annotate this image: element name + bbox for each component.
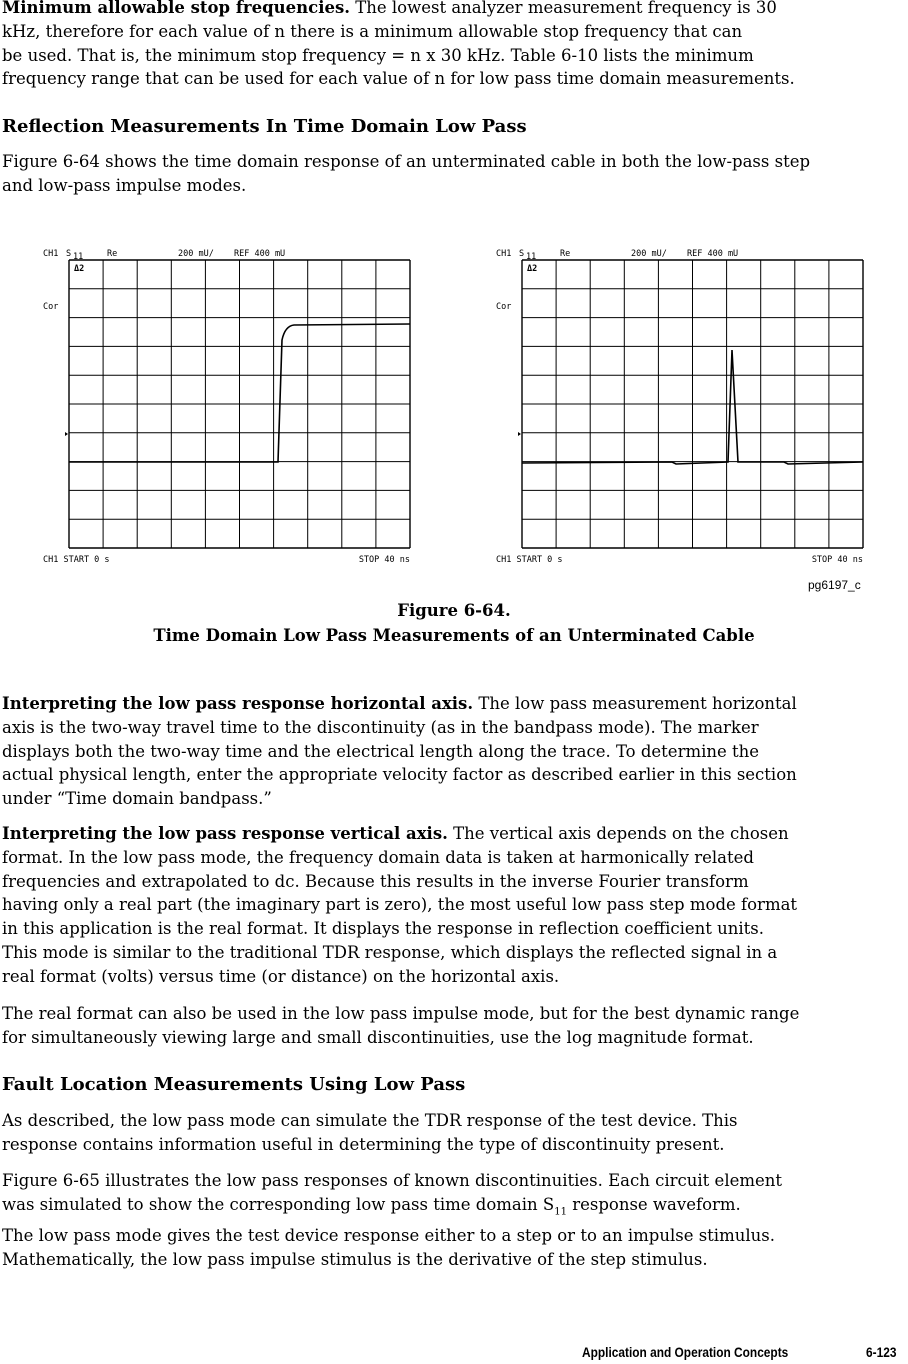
parameter-label: S: [66, 249, 72, 259]
figure-caption: Time Domain Low Pass Measurements of an Unterminated Cable: [153, 626, 755, 645]
marker-box: Δ2: [74, 264, 85, 274]
paragraph-figure-6-65: [2, 1169, 782, 1271]
correction-label: Cor: [496, 302, 512, 312]
text-line: As described, the low pass mode can simulate the TDR response of the test device. This: [2, 1111, 738, 1130]
parameter-subscript: 11: [526, 252, 537, 262]
subscript: 11: [554, 1206, 567, 1218]
scale-label: 200 mU/: [631, 249, 667, 259]
reference-arrow-icon: [518, 432, 521, 436]
format-label: Re: [107, 249, 118, 259]
text-line: format. In the low pass mode, the frequency domain data is taken at harmonically related: [2, 847, 754, 867]
channel-label: CH1: [496, 249, 512, 259]
parameter-subscript: 11: [73, 252, 84, 262]
text-line: The low pass measurement horizontal: [473, 694, 797, 713]
start-label: CH1 START 0 s: [43, 555, 110, 565]
text-line: in this application is the real format. It displays the response in reflection coefficient units.: [2, 919, 765, 939]
text-line: The lowest analyzer measurement frequency is 30: [350, 0, 777, 17]
correction-label: Cor: [43, 302, 59, 312]
text-line: This mode is similar to the traditional TDR response, which displays the reflected signal in a: [2, 942, 778, 962]
paragraph-figure-intro: [2, 150, 810, 198]
text-line: response contains information useful in determining the type of discontinuity present.: [2, 1134, 725, 1154]
text-line: having only a real part (the imaginary part is zero), the most useful low pass step mode format: [2, 895, 798, 915]
marker-box: Δ2: [527, 264, 538, 274]
text-line: kHz, therefore for each value of n there is a minimum allowable stop frequency that can: [2, 21, 743, 41]
paragraph-vertical-axis: [2, 822, 797, 989]
paragraph-real-format: [2, 1002, 799, 1050]
text-line: response waveform.: [566, 1194, 741, 1214]
run-in-heading: Minimum allowable stop frequencies.: [2, 0, 350, 17]
text-line: The vertical axis depends on the chosen: [447, 824, 789, 843]
figure-charts: [0, 230, 908, 570]
scale-label: 200 mU/: [178, 249, 214, 259]
stop-label: STOP 40 ns: [358, 555, 410, 565]
footer-section-title: Application and Operation Concepts: [582, 1344, 789, 1360]
chart-impulse: [496, 249, 863, 565]
reference-label: REF 400 mU: [687, 249, 739, 259]
text-line: and low-pass impulse modes.: [2, 175, 247, 195]
text-line: under “Time domain bandpass.”: [2, 789, 272, 809]
section-heading: Fault Location Measurements Using Low Pass: [2, 1074, 466, 1095]
start-label: CH1 START 0 s: [496, 555, 563, 565]
text-line: real format (volts) versus time (or distance) on the horizontal axis.: [2, 966, 560, 986]
figure-id: pg6197_c: [808, 578, 861, 592]
chart-step: [43, 249, 410, 565]
text-line: Figure 6-65 illustrates the low pass responses of known discontinuities. Each circuit element: [2, 1171, 783, 1190]
format-label: Re: [560, 249, 571, 259]
stop-label: STOP 40 ns: [811, 555, 863, 565]
section-heading: Reflection Measurements In Time Domain Low Pass: [2, 116, 527, 137]
channel-label: CH1: [43, 249, 59, 259]
text-line: actual physical length, enter the appropriate velocity factor as described earlier in this section: [2, 765, 797, 785]
paragraph-fault-location: [2, 1109, 737, 1157]
parameter-label: S: [519, 249, 525, 259]
footer-page-number: 6-123: [866, 1344, 897, 1360]
figure-number: Figure 6-64.: [397, 601, 511, 620]
text-line: for simultaneously viewing large and small discontinuities, use the log magnitude format.: [2, 1027, 754, 1047]
text-line: axis is the two-way travel time to the discontinuity (as in the bandpass mode). The marker: [2, 717, 759, 737]
text-line: frequencies and extrapolated to dc. Because this results in the inverse Fourier transform: [2, 871, 749, 891]
text-line: The low pass mode gives the test device response either to a step or to an impulse stimulus.: [2, 1225, 775, 1245]
text-line: Figure 6-64 shows the time domain response of an unterminated cable in both the low-pass step: [2, 152, 811, 171]
text-line: was simulated to show the corresponding low pass time domain S: [2, 1194, 555, 1214]
reference-arrow-icon: [65, 432, 68, 436]
text-line: displays both the two-way time and the electrical length along the trace. To determine the: [2, 741, 760, 761]
run-in-heading: Interpreting the low pass response horizontal axis.: [2, 694, 474, 713]
text-line: frequency range that can be used for each value of n for low pass time domain measurements.: [2, 69, 795, 89]
paragraph-stop-frequencies: [2, 0, 795, 91]
reference-label: REF 400 mU: [234, 249, 286, 259]
text-line: be used. That is, the minimum stop frequency = n x 30 kHz. Table 6-10 lists the minimum: [2, 45, 754, 65]
run-in-heading: Interpreting the low pass response vertical axis.: [2, 824, 448, 843]
text-line: Mathematically, the low pass impulse stimulus is the derivative of the step stimulus.: [2, 1249, 708, 1269]
text-line: The real format can also be used in the low pass impulse mode, but for the best dynamic range: [2, 1004, 800, 1023]
paragraph-horizontal-axis: [2, 692, 797, 811]
